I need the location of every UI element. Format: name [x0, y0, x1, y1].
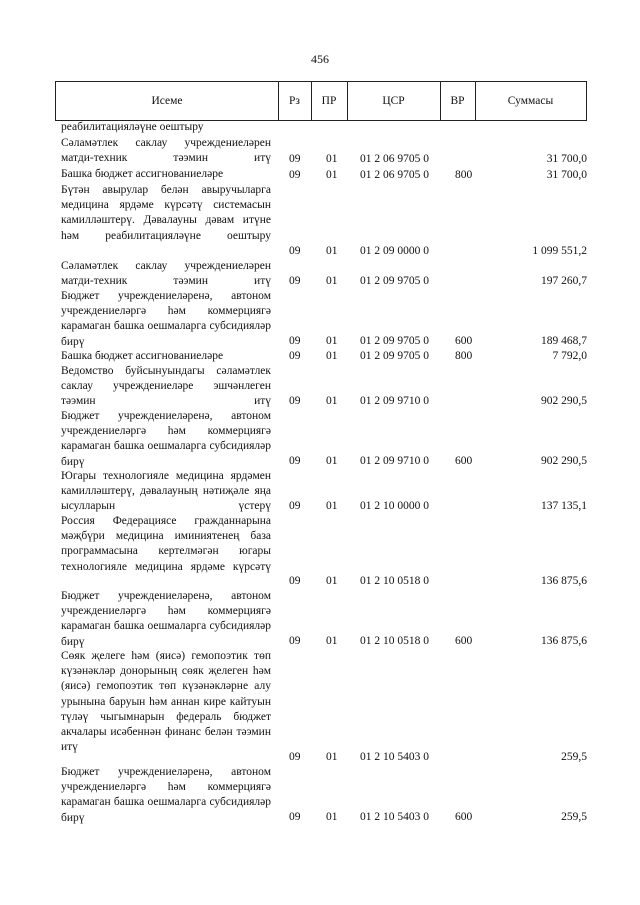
row-name: реабилитацияләүне оештыру: [61, 121, 204, 133]
row-sum: 137 135,1: [541, 500, 587, 512]
row-pr: 01: [326, 811, 338, 823]
row-sum: 1 099 551,2: [532, 245, 587, 257]
row-name: Сөяк җелеге һәм (яисә) гемопоэтик төп күзәнәкләр донорының сөяк җелеген һәм (яисә) гемопоэтик төп күзәнәкләрне алу урынына баруын һәм аннан кире кайтуын түләү чыгымнарын федераль бюджет акчалары исәбеннән финанс белән тәэмин итү: [61, 650, 271, 754]
row-pr: 01: [326, 751, 338, 763]
row-pr: 01: [326, 275, 338, 287]
row-pr: 01: [326, 245, 338, 257]
row-csr: 01 2 09 9710 0: [360, 395, 429, 407]
row-name: Ведомство буйсынуындагы сәламәтлек саклау учреждениеләре эшчәнлеген тәэмин итү: [61, 365, 271, 408]
table-row: [0, 469, 640, 514]
row-vr: 800: [455, 169, 473, 181]
table-row: [0, 589, 640, 649]
row-csr: 01 2 09 9705 0: [360, 335, 429, 347]
row-sum: 259,5: [561, 751, 587, 763]
row-sum: 136 875,6: [541, 635, 587, 647]
row-name: Сәламәтлек саклау учреждениеләрен матди-техник тәэмин итү: [61, 260, 271, 288]
row-name: Россия Федерациясе гражданнарына мәҗбүри медицина иминиятенең база программасына кертелмәгән югары технологияле медицина ярдәме күрсәтү: [61, 515, 271, 573]
row-name: Югары технологияле медицина ярдәмен камилләштерү, дәвалауның нәтиҗәле яңа ысулларын үстерү: [61, 470, 271, 513]
row-csr: 01 2 09 9705 0: [360, 350, 429, 362]
row-name: Бюджет учреждениеләренә, автоном учреждениеләргә һәм коммерциягә карамаган башка оешмаларга субсидияләр бирү: [61, 766, 271, 824]
header-vr: ВР: [440, 82, 476, 120]
table-row: [0, 765, 640, 825]
table-row: [0, 183, 640, 259]
header-name: Исеме: [56, 82, 279, 120]
row-csr: 01 2 10 0000 0: [360, 500, 429, 512]
table-row: [0, 136, 640, 167]
row-name: Бюджет учреждениеләренә, автоном учреждениеләргә һәм коммерциягә карамаган башка оешмаларга субсидияләр бирү: [61, 590, 271, 648]
row-sum: 7 792,0: [552, 350, 587, 362]
row-rz: 09: [289, 153, 301, 165]
header-sum: Суммасы: [507, 95, 554, 107]
row-csr: 01 2 10 5403 0: [360, 751, 429, 763]
table-row: [0, 167, 640, 183]
row-csr: 01 2 06 9705 0: [360, 153, 429, 165]
row-csr: 01 2 10 0518 0: [360, 635, 429, 647]
row-sum: 902 290,5: [541, 395, 587, 407]
row-vr: 600: [455, 811, 473, 823]
row-pr: 01: [326, 350, 338, 362]
row-rz: 09: [289, 169, 301, 181]
row-rz: 09: [289, 811, 301, 823]
row-name: Сәламәтлек саклау учреждениеләрен матди-техник тәэмин итү: [61, 137, 271, 165]
row-rz: 09: [289, 455, 301, 467]
table-row: [0, 649, 640, 765]
row-pr: 01: [326, 500, 338, 512]
row-pr: 01: [326, 635, 338, 647]
table-row: [0, 514, 640, 589]
header-pr: ПР: [311, 82, 348, 120]
row-vr: 600: [455, 455, 473, 467]
row-rz: 09: [289, 335, 301, 347]
row-sum: 136 875,6: [541, 575, 587, 587]
row-name: Башка бюджет ассигнованиеләре: [61, 168, 224, 180]
row-sum: 31 700,0: [546, 169, 587, 181]
row-rz: 09: [289, 350, 301, 362]
row-pr: 01: [326, 455, 338, 467]
row-pr: 01: [326, 395, 338, 407]
header-csr: ЦСР: [347, 82, 441, 120]
row-csr: 01 2 10 0518 0: [360, 575, 429, 587]
row-name: Бүтән авырулар белән авыручыларга медицина ярдәме күрсәтү системасын камилләштерү. Дәвалауны дәвам итүне һәм реабилитацияләүне оештыру: [61, 184, 271, 242]
row-csr: 01 2 06 9705 0: [360, 169, 429, 181]
row-csr: 01 2 09 9705 0: [360, 275, 429, 287]
row-vr: 800: [455, 350, 473, 362]
table-row: [0, 364, 640, 409]
table-row: [0, 289, 640, 349]
page-number: 456: [311, 52, 329, 66]
row-name: Башка бюджет ассигнованиеләре: [61, 350, 224, 362]
header-rz: Рз: [278, 82, 312, 120]
row-rz: 09: [289, 575, 301, 587]
row-sum: 902 290,5: [541, 455, 587, 467]
row-csr: 01 2 10 5403 0: [360, 811, 429, 823]
row-rz: 09: [289, 245, 301, 257]
row-name: Бюджет учреждениеләренә, автоном учреждениеләргә һәм коммерциягә карамаган башка оешмаларга субсидияләр бирү: [61, 410, 271, 468]
row-sum: 259,5: [561, 811, 587, 823]
row-pr: 01: [326, 153, 338, 165]
row-rz: 09: [289, 751, 301, 763]
row-csr: 01 2 09 0000 0: [360, 245, 429, 257]
row-vr: 600: [455, 335, 473, 347]
row-sum: 31 700,0: [546, 153, 587, 165]
row-pr: 01: [326, 335, 338, 347]
row-pr: 01: [326, 575, 338, 587]
row-vr: 600: [455, 635, 473, 647]
row-rz: 09: [289, 275, 301, 287]
table-row: [0, 409, 640, 469]
table-row: [0, 120, 640, 136]
row-pr: 01: [326, 169, 338, 181]
row-name: Бюджет учреждениеләренә, автоном учреждениеләргә һәм коммерциягә карамаган башка оешмаларга субсидияләр бирү: [61, 290, 271, 348]
table-row: [0, 349, 640, 364]
row-sum: 189 468,7: [541, 335, 587, 347]
row-rz: 09: [289, 635, 301, 647]
row-sum: 197 260,7: [541, 275, 587, 287]
row-rz: 09: [289, 500, 301, 512]
row-csr: 01 2 09 9710 0: [360, 455, 429, 467]
row-rz: 09: [289, 395, 301, 407]
table-row: [0, 259, 640, 289]
